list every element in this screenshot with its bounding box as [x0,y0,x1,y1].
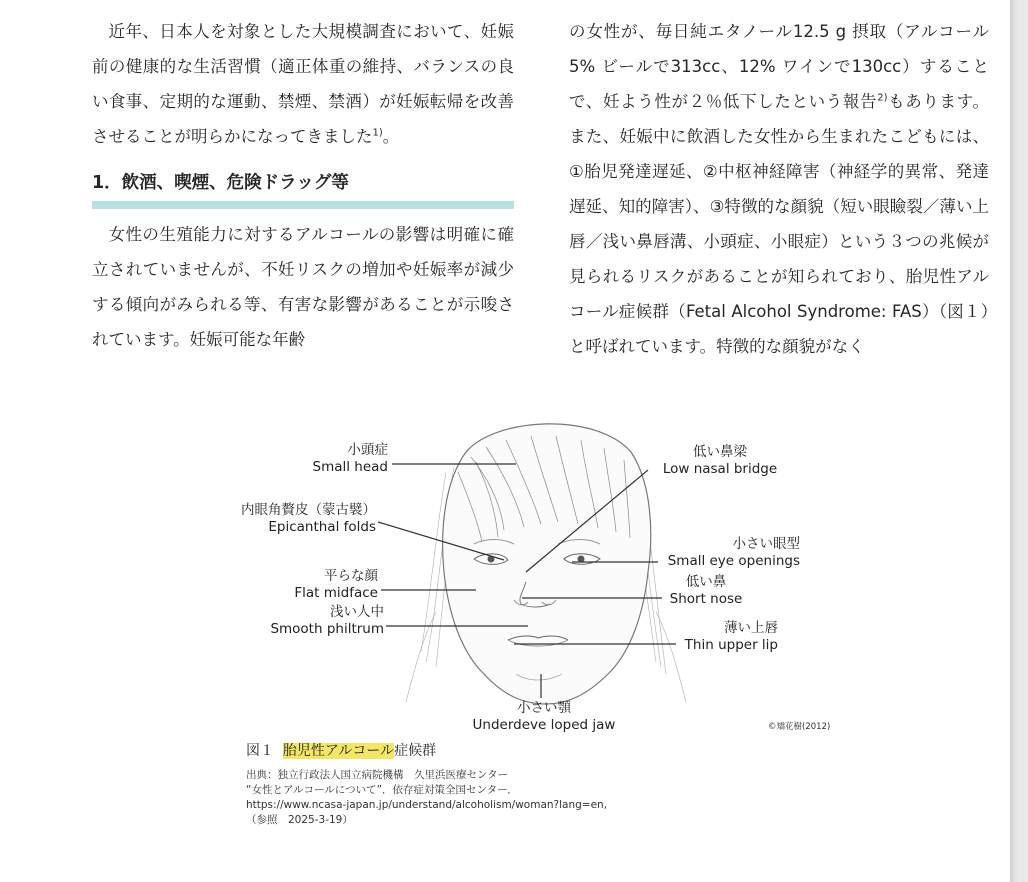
caption-highlight: 胎児性アルコール [282,743,395,759]
label-eye-openings-en: Small eye openings [667,553,800,569]
continued-paragraph [569,14,989,364]
label-epicanthal [240,502,376,536]
label-epicanthal-jp: 内眼角贅皮（蒙古襞） [241,502,376,518]
label-thin-lip-jp: 薄い上唇 [724,620,778,636]
source-url-link[interactable]: https://www.ncasa-japan.jp/understand/alcoholism/woman?lang=en, [246,799,608,811]
intro-paragraph [92,14,514,154]
reference-1[interactable]: 1) [372,127,383,139]
label-nasal-bridge [650,444,790,478]
intro-end: 。 [382,127,400,146]
label-jaw-en: Underdeve loped jaw [472,717,616,733]
fas-figure [241,412,846,733]
label-philtrum-en: Smooth philtrum [270,621,384,637]
figure-copyright: ©矯花樹(2012) [768,722,831,732]
figure-source [246,768,766,828]
label-nasal-bridge-jp: 低い鼻梁 [693,444,747,460]
page-edge-shadow [1010,0,1028,882]
label-short-nose-jp: 低い鼻 [685,574,727,590]
label-flat-midface-en: Flat midface [294,585,378,601]
label-short-nose-en: Short nose [669,591,743,607]
label-flat-midface-jp: 平らな顔 [324,568,378,584]
label-philtrum [260,604,384,638]
intro-text: 近年、日本人を対象とした大規模調査において、妊娠前の健康的な生活習慣（適正体重の維持、バランスの良い食事、定期的な運動、禁煙、禁酒）が妊娠転帰を改善させることが明らかになってきました [92,22,514,146]
label-small-head [308,442,388,476]
caption-number: 図１ [246,743,274,759]
caption-rest: 症候群 [394,743,437,759]
label-small-head-en: Small head [312,459,388,475]
label-eye-openings [660,536,800,570]
label-philtrum-jp: 浅い人中 [330,604,384,620]
continued-text-b: もあります。また、妊娠中に飲酒した女性から生まれたこどもには、①胎児発達遅延、②中枢神経障害（神経学的異常、発達遅延、知的障害）、③特徴的な顔貌（短い眼瞼裂／薄い上唇／浅い鼻唇溝、小頭症、小眼症）という３つの兆候が見られるリスクがあることが知られており、胎児性アルコール症候群（Fetal Alcohol Syndrome: FAS）（図１）と呼ばれています。特徴的な顔貌がなく [569,92,989,356]
label-flat-midface [268,568,378,602]
label-eye-openings-jp: 小さい眼型 [732,536,800,552]
figure-caption [246,740,436,760]
label-small-head-jp: 小頭症 [347,442,388,458]
reference-2[interactable]: 2) [877,92,888,104]
label-epicanthal-en: Epicanthal folds [268,519,376,535]
source-line-4: （参照 2025-3-19） [246,814,353,826]
label-thin-lip-en: Thin upper lip [684,637,778,653]
label-nasal-bridge-en: Low nasal bridge [662,461,778,477]
section-title: 1．飲酒、喫煙、危険ドラッグ等 [92,165,514,209]
source-line-2: “女性とアルコールについて”．依存症対策全国センター． [246,784,518,796]
label-thin-lip [678,620,778,654]
label-short-nose [666,574,746,608]
continued-text-a: の女性が、毎日純エタノール12.5 g 摂取（アルコール5% ビールで313cc、12% ワインで130cc）することで、妊よう性が２％低下したという報告 [569,22,989,111]
label-jaw-jp: 小さい顎 [517,700,571,716]
right-column [569,14,989,364]
label-jaw [446,700,642,734]
left-column [92,14,514,357]
source-line-1: 出典：独立行政法人国立病院機構 久里浜医療センター [246,769,509,781]
alcohol-paragraph: 女性の生殖能力に対するアルコールの影響は明確に確立されていませんが、不妊リスクの増加や妊娠率が減少する傾向がみられる等、有害な影響があることが示唆されています。妊娠可能な年齢 [92,225,514,349]
